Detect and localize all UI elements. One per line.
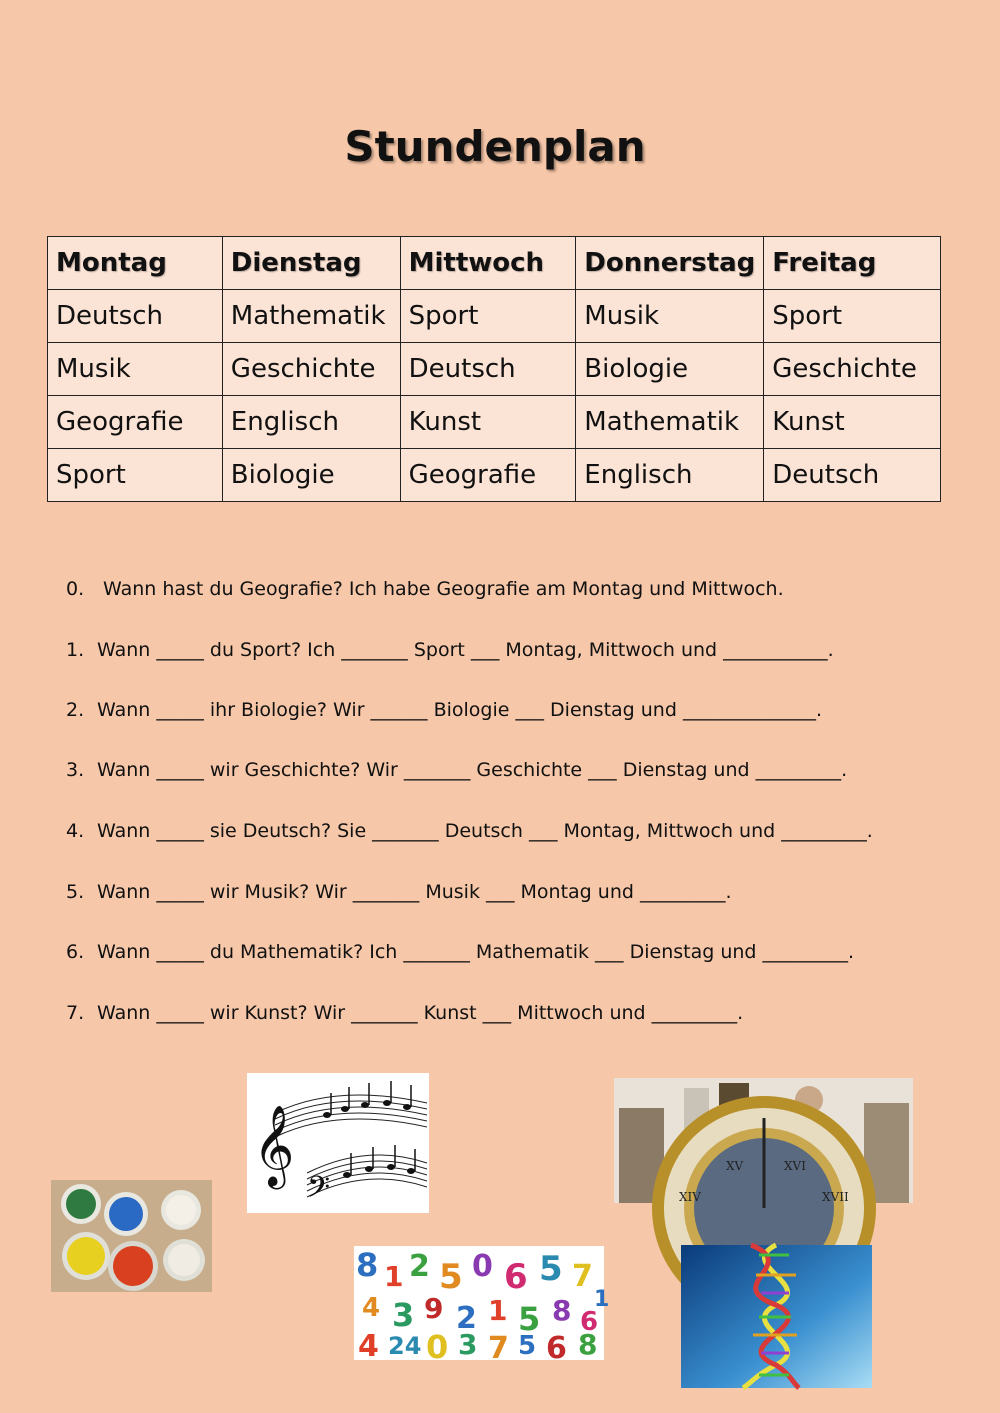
- exercise-item: [66, 820, 873, 842]
- table-row: [48, 343, 941, 396]
- music-notes-image: [247, 1073, 429, 1213]
- svg-text:8: 8: [552, 1294, 572, 1327]
- svg-text:5: 5: [518, 1331, 537, 1361]
- table-cell: Kunst: [764, 396, 941, 449]
- treble-clef-icon: 𝄞: [253, 1104, 295, 1186]
- exercise-number: 3.: [66, 759, 85, 781]
- svg-text:3: 3: [458, 1328, 478, 1361]
- header-donnerstag: Donnerstag: [576, 237, 764, 290]
- svg-text:5: 5: [439, 1257, 463, 1297]
- clock-numeral: XIV: [679, 1190, 701, 1204]
- table-cell: Mathematik: [222, 290, 400, 343]
- exercise-item: [66, 639, 834, 661]
- table-cell: Englisch: [222, 396, 400, 449]
- table-cell: Geschichte: [222, 343, 400, 396]
- exercise-text: Wann _____ du Mathematik? Ich _______ Mathematik ___ Dienstag und _________.: [97, 941, 855, 963]
- svg-text:8: 8: [578, 1328, 598, 1361]
- header-freitag: Freitag: [764, 237, 941, 290]
- svg-text:5: 5: [539, 1249, 563, 1289]
- table-row: [48, 449, 941, 502]
- bass-clef-icon: 𝄢: [307, 1171, 331, 1212]
- exercise-item: [66, 578, 784, 600]
- table-cell: Mathematik: [576, 396, 764, 449]
- svg-text:1: 1: [384, 1260, 404, 1293]
- svg-text:0: 0: [426, 1328, 449, 1366]
- clock-numeral: XVI: [784, 1159, 806, 1173]
- table-cell: Sport: [48, 449, 223, 502]
- svg-text:4: 4: [358, 1329, 379, 1364]
- clock-numeral: XVII: [822, 1190, 849, 1204]
- exercise-text: Wann _____ wir Kunst? Wir _______ Kunst ___ Mittwoch und _________.: [97, 1002, 744, 1024]
- numbers-icon: [354, 1246, 610, 1366]
- header-dienstag: Dienstag: [222, 237, 400, 290]
- table-cell: Deutsch: [400, 343, 576, 396]
- numbers-image: [354, 1246, 610, 1366]
- exercise-text: Wann _____ sie Deutsch? Sie _______ Deutsch ___ Montag, Mittwoch und _________.: [97, 820, 873, 842]
- table-cell: Kunst: [400, 396, 576, 449]
- exercise-number: 0.: [66, 578, 85, 600]
- paint-pots-image: [51, 1180, 212, 1292]
- exercise-text: Wann _____ wir Geschichte? Wir _______ Geschichte ___ Dienstag und _________.: [97, 759, 848, 781]
- exercise-number: 1.: [66, 639, 85, 661]
- svg-text:6: 6: [546, 1331, 567, 1366]
- table-cell: Deutsch: [764, 449, 941, 502]
- table-cell: Sport: [400, 290, 576, 343]
- svg-text:1: 1: [594, 1287, 610, 1312]
- table-cell: Biologie: [576, 343, 764, 396]
- svg-text:3: 3: [392, 1296, 415, 1334]
- svg-text:7: 7: [488, 1331, 509, 1366]
- svg-text:1: 1: [488, 1294, 508, 1327]
- dna-image: [681, 1245, 872, 1388]
- exercise-number: 2.: [66, 699, 85, 721]
- exercise-item: [66, 759, 847, 781]
- paint-pots-icon: [51, 1180, 212, 1292]
- clock-icon: [614, 1078, 913, 1203]
- table-cell: Musik: [48, 343, 223, 396]
- exercise-item: [66, 941, 854, 963]
- header-mittwoch: Mittwoch: [400, 237, 576, 290]
- svg-text:5: 5: [518, 1300, 541, 1338]
- exercise-text: Wann _____ du Sport? Ich _______ Sport ___ Montag, Mittwoch und ___________.: [97, 639, 834, 661]
- svg-text:9: 9: [424, 1292, 444, 1325]
- svg-text:4: 4: [362, 1293, 381, 1323]
- page-title: Stundenplan: [344, 122, 646, 171]
- svg-text:6: 6: [580, 1307, 599, 1337]
- table-cell: Biologie: [222, 449, 400, 502]
- svg-text:7: 7: [572, 1259, 593, 1294]
- svg-text:0: 0: [472, 1249, 493, 1284]
- svg-text:8: 8: [356, 1246, 379, 1284]
- exercise-text: Wann hast du Geografie? Ich habe Geografie am Montag und Mittwoch.: [103, 578, 784, 600]
- table-row: [48, 396, 941, 449]
- svg-text:2: 2: [409, 1249, 430, 1284]
- table-cell: Sport: [764, 290, 941, 343]
- exercise-item: [66, 881, 732, 903]
- header-montag: Montag: [48, 237, 223, 290]
- exercise-number: 4.: [66, 820, 85, 842]
- table-row: [48, 290, 941, 343]
- svg-text:24: 24: [388, 1332, 422, 1360]
- table-cell: Geografie: [48, 396, 223, 449]
- exercise-number: 7.: [66, 1002, 85, 1024]
- timetable-header-row: [48, 237, 941, 290]
- exercise-item: [66, 699, 822, 721]
- table-cell: Deutsch: [48, 290, 223, 343]
- table-cell: Englisch: [576, 449, 764, 502]
- exercise-number: 6.: [66, 941, 85, 963]
- music-notes-icon: [247, 1073, 429, 1213]
- exercise-text: Wann _____ wir Musik? Wir _______ Musik ___ Montag und _________.: [97, 881, 732, 903]
- clock-numeral: XV: [726, 1159, 744, 1173]
- exercise-number: 5.: [66, 881, 85, 903]
- svg-text:6: 6: [504, 1257, 528, 1297]
- exercise-text: Wann _____ ihr Biologie? Wir ______ Biologie ___ Dienstag und ______________.: [97, 699, 822, 721]
- history-clock-image: [614, 1078, 913, 1203]
- svg-text:2: 2: [456, 1301, 477, 1336]
- table-cell: Geografie: [400, 449, 576, 502]
- exercise-item: [66, 1002, 743, 1024]
- dna-icon: [681, 1245, 872, 1388]
- timetable: [47, 236, 941, 502]
- table-cell: Geschichte: [764, 343, 941, 396]
- table-cell: Musik: [576, 290, 764, 343]
